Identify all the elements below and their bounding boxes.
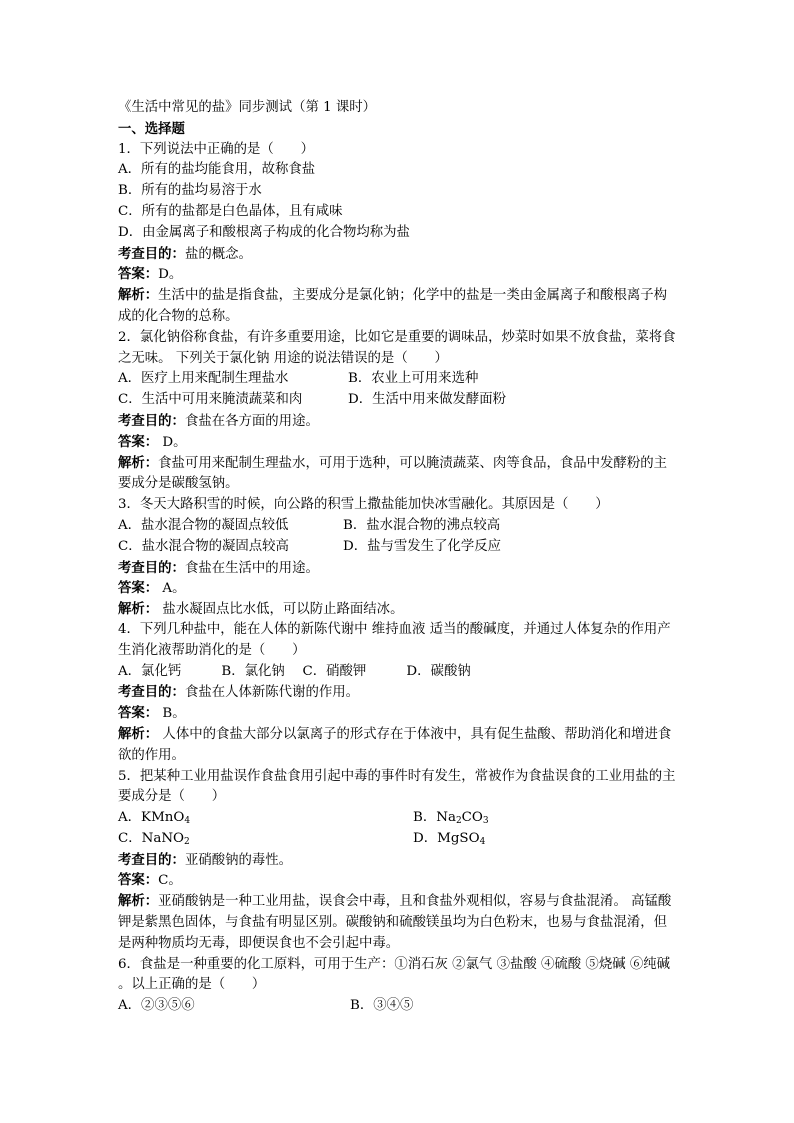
option-d: D．生活中用来做发酵面粉: [348, 392, 507, 408]
option-c: C．盐水混合物的凝固点较高: [118, 538, 289, 554]
option-c: C．NaNO$_2$: [118, 830, 190, 847]
option-b: B．所有的盐均易溶于水: [118, 183, 262, 199]
option-row: [118, 390, 678, 411]
question-stem: 2．氯化钠俗称食盐，有许多重要用途，比如它是重要的调味品，炒菜时如果不放食盐，菜将食之无味。 下列关于氯化钠 用途的说法错误的是（ ）: [118, 329, 676, 366]
goal-line: [118, 411, 678, 432]
question-1: [118, 140, 678, 328]
question-stem: 4．下列几种盐中，能在人体的新陈代谢中 维持血液 适当的酸碱度，并通过人体复杂的作用产生消化液帮助消化的是（ ）: [118, 621, 671, 658]
answer-text: B。: [158, 706, 186, 722]
analysis-text: 亚硝酸钠是一种工业用盐，误食会中毒，且和食盐外观相似，容易与食盐混淆。 高锰酸钾是紫黑色固体，与食盐有明显区别。碳酸钠和硫酸镁虽均为白色粉末，也易与食盐混淆，但是两种物质均无毒，即便误食也不会引起中毒。: [118, 894, 672, 951]
document-title: 《生活中常见的盐》同步测试（第 1 课时）: [118, 100, 377, 115]
answer-text: C。: [158, 873, 182, 889]
question-5: [118, 767, 678, 955]
goal-text: 亚硝酸钠的毒性。: [184, 852, 293, 868]
option-b: B．$Na_2CO_3$: [413, 810, 489, 827]
option-d: D．盐与雪发生了化学反应: [343, 538, 502, 554]
analysis-text: 人体中的食盐大部分以氯离子的形式存在于体液中，具有促生盐酸、帮助消化和增进食欲的作用。: [118, 726, 672, 763]
question-stem: 5．把某种工业用盐误作食盐食用引起中毒的事件时有发生，常被作为食盐误食的工业用盐的主要成分是（ ）: [118, 768, 676, 805]
analysis-line: [118, 285, 678, 328]
analysis-text: 食盐可用来配制生理盐水，可用于选种，可以腌渍蔬菜、肉等食品，食品中发酵粉的主要成分是碳酸氢钠。: [118, 455, 668, 492]
question-4: [118, 620, 678, 767]
option-row: [118, 516, 678, 537]
question-stem: 1．下列说法中正确的是（ ）: [118, 141, 314, 157]
option-c: C．所有的盐都是白色晶体，且有咸味: [118, 203, 343, 219]
answer-text: D。: [158, 434, 187, 450]
analysis-line: [118, 599, 678, 620]
goal-label: 考查目的：: [118, 245, 185, 262]
goal-line: [118, 558, 678, 579]
goal-line: [118, 244, 678, 265]
question-stem: 3．冬天大路积雪的时候，向公路的积雪上撒盐能加快冰雪融化。其原因是（ ）: [118, 497, 609, 513]
answer-text: A。: [158, 581, 186, 597]
answer-line: [118, 578, 678, 599]
option-a: A．医疗上用来配制生理盐水: [118, 371, 289, 387]
question-3: [118, 495, 678, 620]
analysis-label: 解析：: [118, 287, 159, 304]
answer-label: 答案：: [118, 705, 159, 722]
answer-line: [118, 703, 678, 724]
answer-label: 答案：: [118, 433, 159, 450]
option-a: A．KMnO$_4$: [118, 810, 191, 827]
question-6: [118, 955, 678, 1017]
analysis-text: 盐水凝固点比水低，可以防止路面结冰。: [158, 602, 404, 618]
goal-label: 考查目的：: [118, 559, 185, 576]
question-2: [118, 328, 678, 495]
option-b: B．农业上可用来选种: [348, 371, 479, 387]
option-b: B．③④⑤: [350, 998, 414, 1014]
option-a: A．所有的盐均能食用，故称食盐: [118, 162, 316, 178]
analysis-line: [118, 724, 678, 767]
analysis-label: 解析：: [118, 454, 159, 471]
goal-line: [118, 850, 678, 871]
document-page: [118, 98, 678, 1017]
option-d: D．MgSO$_4$: [413, 830, 486, 847]
question-stem: 6．食盐是一种重要的化工原料，可用于生产：①消石灰 ②氯气 ③盐酸 ④硫酸 ⑤烧碱 ⑥纯碱 。以上正确的是（ ）: [118, 956, 671, 993]
option-c: C．生活中可用来腌渍蔬菜和肉: [118, 392, 303, 408]
goal-text: 食盐在各方面的用途。: [184, 413, 319, 429]
option-row: [118, 829, 678, 850]
section-heading: 一、选择题: [118, 120, 185, 137]
analysis-text: 生活中的盐是指食盐，主要成分是氯化钠；化学中的盐是一类由金属离子和酸根离子构成的化合物的总称。: [118, 288, 668, 324]
goal-label: 考查目的：: [118, 684, 185, 701]
analysis-line: [118, 891, 678, 954]
option-row: [118, 996, 678, 1017]
option-a: A．盐水混合物的凝固点较低: [118, 517, 289, 533]
option-d: D．由金属离子和酸根离子构成的化合物均称为盐: [118, 224, 410, 240]
option-row: [118, 369, 678, 390]
answer-label: 答案：: [118, 872, 159, 889]
option-row: [118, 537, 678, 558]
answer-line: [118, 264, 678, 285]
answer-label: 答案：: [118, 266, 159, 283]
goal-line: [118, 682, 678, 703]
option-row: A．氯化钙 B．氯化钠 C．硝酸钾 D．碳酸钠: [118, 663, 471, 679]
option-row: [118, 808, 678, 829]
analysis-line: [118, 453, 678, 496]
goal-text: 盐的概念。: [184, 246, 252, 262]
analysis-label: 解析：: [118, 601, 159, 618]
option-a: A．②③⑤⑥: [118, 998, 195, 1014]
goal-text: 食盐在生活中的用途。: [184, 560, 319, 576]
goal-label: 考查目的：: [118, 412, 185, 429]
goal-text: 食盐在人体新陈代谢的作用。: [184, 685, 360, 701]
option-b: B．盐水混合物的沸点较高: [343, 517, 501, 533]
answer-line: [118, 870, 678, 891]
answer-text: D。: [158, 267, 183, 283]
analysis-label: 解析：: [118, 893, 159, 910]
goal-label: 考查目的：: [118, 851, 185, 868]
answer-line: [118, 432, 678, 453]
analysis-label: 解析：: [118, 725, 159, 742]
answer-label: 答案：: [118, 580, 159, 597]
